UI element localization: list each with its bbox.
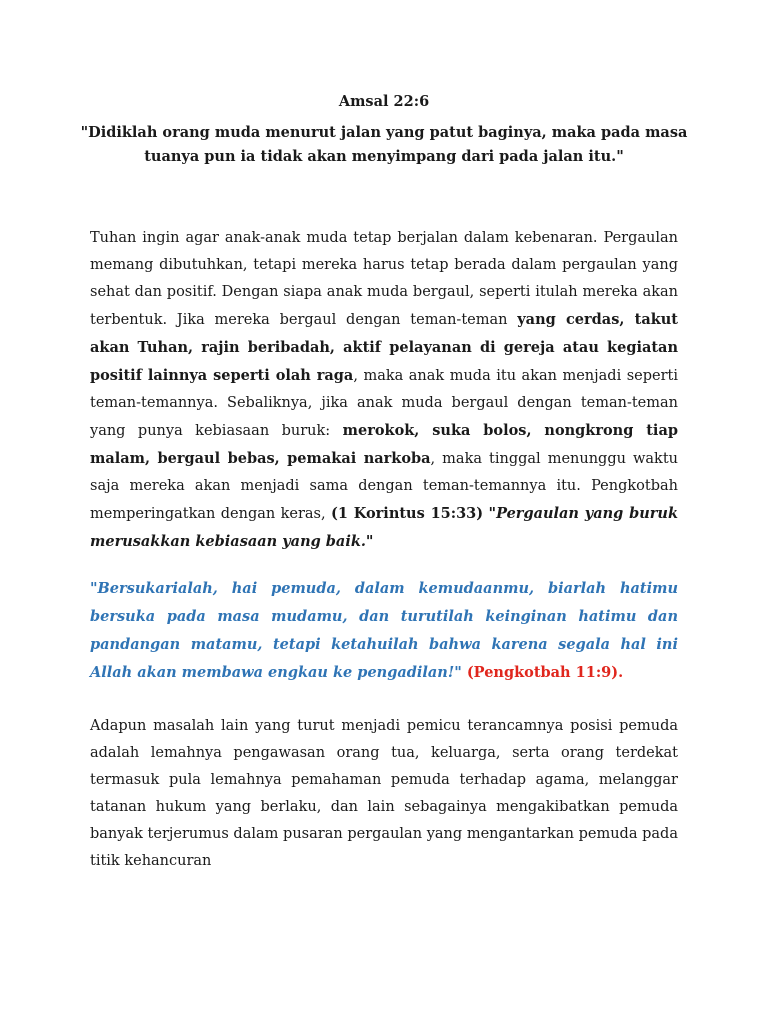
p2-reference-pengkotbah: (Pengkotbah 11:9). xyxy=(461,664,624,681)
p1-bold-merokok: merokok xyxy=(342,422,415,439)
paragraph-3 xyxy=(90,713,678,875)
p1-sep-1: , xyxy=(414,422,433,439)
p1-bold-narkoba: pemakai narkoba xyxy=(287,450,431,467)
p1-sep-3: , xyxy=(144,450,158,467)
heading xyxy=(0,90,768,169)
paragraph-2 xyxy=(90,575,678,687)
bible-reference-title: Amsal 22:6 xyxy=(338,93,430,110)
p1-text-2: , maka anak muda itu akan menjadi seperti teman-temannya. Sebaliknya, jika anak muda bergaul dengan teman-teman yang punya kebiasaan buruk: xyxy=(90,368,678,439)
p1-quote-korintus: "Pergaulan yang buruk merusakkan kebiasaan yang baik." xyxy=(90,505,678,550)
p1-bold-positive-friends: yang cerdas, takut akan Tuhan, rajin beribadah, aktif pelayanan di gereja atau kegiatan positif lainnya seperti olah raga xyxy=(90,311,678,384)
p1-bold-bergaul-bebas: bergaul bebas xyxy=(157,450,275,467)
p1-sep-2: , xyxy=(526,422,545,439)
p1-sep-4: , xyxy=(274,450,288,467)
p3-text: Adapun masalah lain yang turut menjadi pemicu terancamnya posisi pemuda adalah lemahnya pengawasan orang tua, keluarga, serta orang terdekat termasuk pula lemahnya pemahaman pemuda terhadap agama, melanggar tatanan hukum yang berlaku, dan lain sebagainya mengakibatkan pemuda banyak terjerumus dalam pusaran pergaulan yang mengantarkan pemuda pada titik kehancuran xyxy=(90,718,678,869)
p1-bold-nongkrong: nongkrong tiap malam xyxy=(90,422,678,467)
heading-quote-line-2: tuanya pun ia tidak akan menyimpang dari pada jalan itu." xyxy=(144,148,624,165)
p1-text-1: Tuhan ingin agar anak-anak muda tetap berjalan dalam kebenaran. Pergaulan memang dibutuhkan, tetapi mereka harus tetap berada dalam pergaulan yang sehat dan positif. Dengan siapa anak muda bergaul, seperti itulah mereka akan terbentuk. Jika mereka bergaul dengan teman-teman xyxy=(90,230,678,328)
p1-text-3: , maka tinggal menunggu waktu saja mereka akan menjadi sama dengan teman-temannya itu. Pengkotbah memperingatkan dengan keras, xyxy=(90,451,678,522)
p1-reference-korintus: (1 Korintus 15:33) xyxy=(330,505,484,522)
p2-quote-pengkotbah: "Bersukarialah, hai pemuda, dalam kemudaanmu, biarlah hatimu bersuka pada masa mudamu, dan turutilah keinginan hatimu dan pandangan matamu, tetapi ketahuilah bahwa karena segala hal ini Allah akan membawa engkau ke pengadilan!" xyxy=(90,580,678,681)
p1-bold-suka-bolos: suka bolos xyxy=(432,422,527,439)
heading-quote-line-1: "Didiklah orang muda menurut jalan yang patut baginya, maka pada masa xyxy=(80,124,688,141)
paragraph-1 xyxy=(90,225,678,556)
